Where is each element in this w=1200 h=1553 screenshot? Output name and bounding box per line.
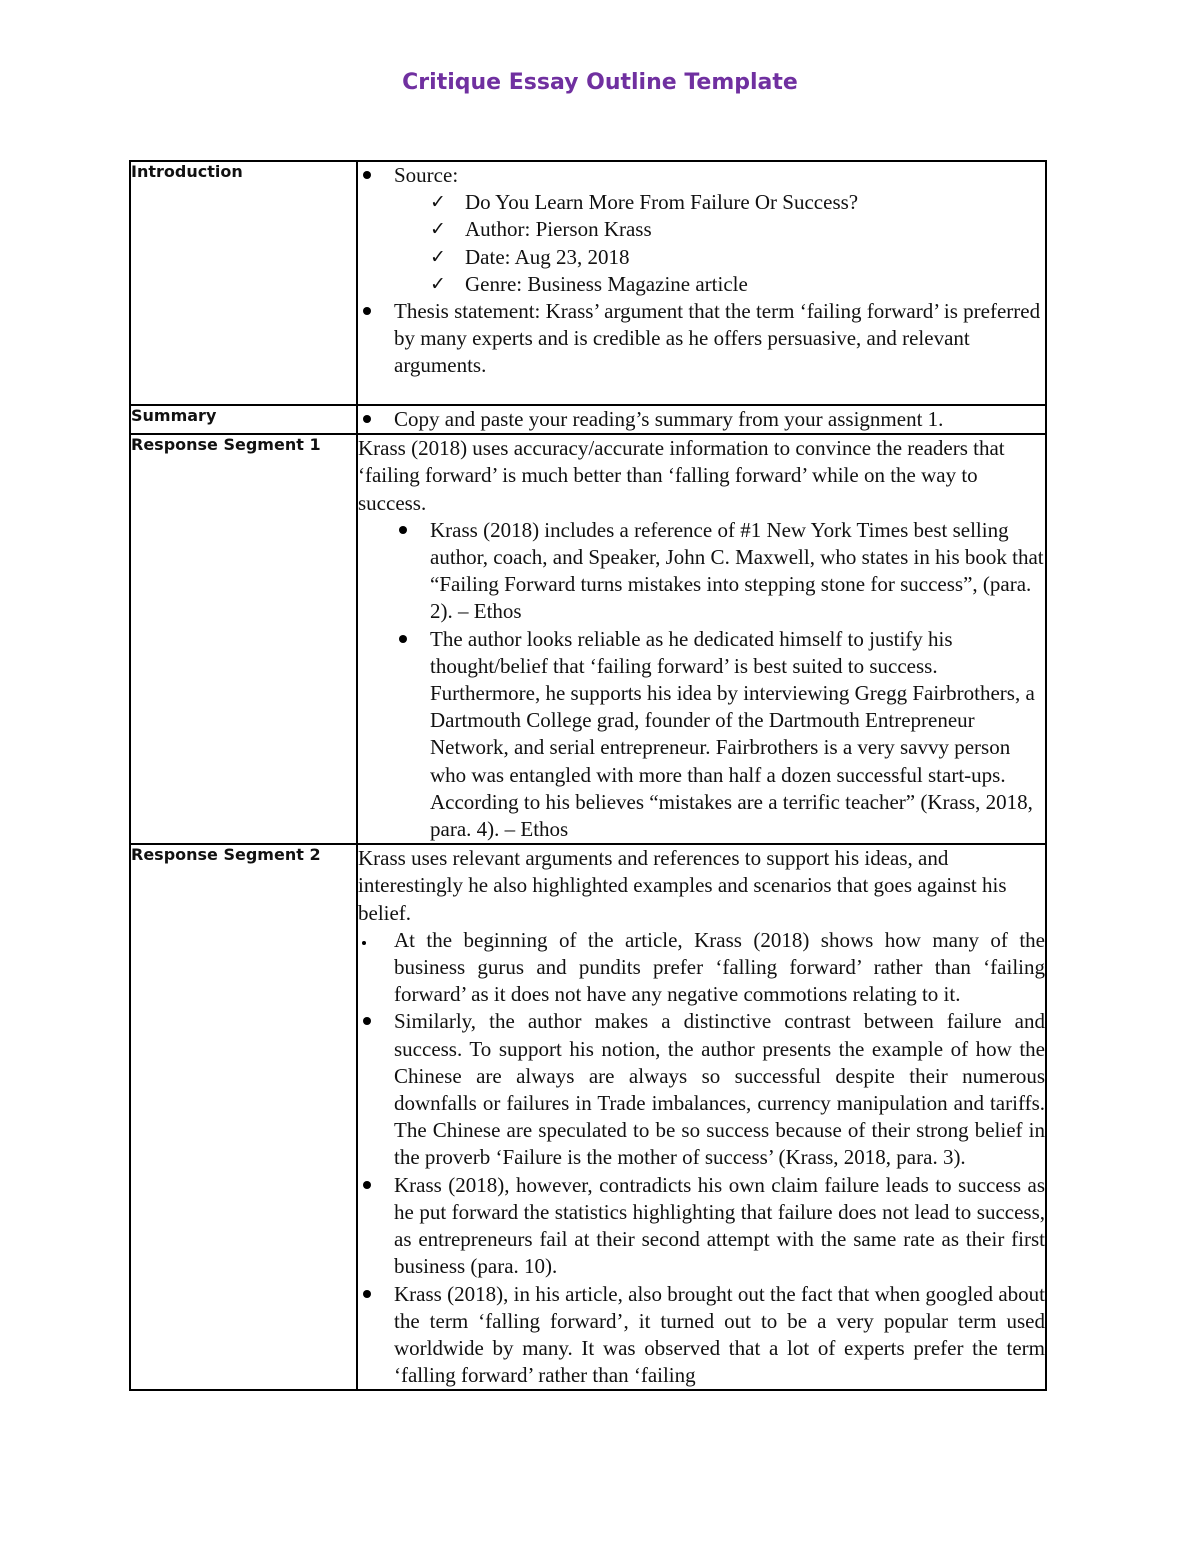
source-bullet xyxy=(358,162,1045,189)
table-row-response-2 xyxy=(130,844,1046,1390)
list-item: ✓ Do You Learn More From Failure Or Success? xyxy=(358,189,1045,216)
page-title: Critique Essay Outline Template xyxy=(402,70,798,95)
checkmark-icon: ✓ xyxy=(430,218,446,241)
row-content-introduction xyxy=(357,161,1046,405)
response-1-intro: Krass (2018) uses accuracy/accurate information to convince the readers that ‘failing forward’ is much better than ‘falling forward’ while on the way to success. xyxy=(358,436,1005,515)
row-content-summary xyxy=(357,405,1046,434)
row-label-response-1: Response Segment 1 xyxy=(130,434,357,844)
list-item: Krass (2018) includes a reference of #1 New York Times best selling author, coach, and Speaker, John C. Maxwell, who states in his book that “Failing Forward turns mistakes into stepping stone for success”, (para. 2). – Ethos xyxy=(394,517,1045,626)
list-item: ✓ Genre: Business Magazine article xyxy=(358,271,1045,298)
table-row-introduction xyxy=(130,161,1046,405)
thesis-statement: Thesis statement: Krass’ argument that the term ‘failing forward’ is preferred by many experts and is credible as he offers persuasive, and relevant arguments. xyxy=(358,298,1045,380)
row-label-introduction: Introduction xyxy=(130,161,357,405)
outline-table xyxy=(129,160,1047,1391)
list-item: ✓ Author: Pierson Krass xyxy=(358,216,1045,243)
list-item: Krass (2018), in his article, also brought out the fact that when googled about the term ‘falling forward’, it turned out to be a very popular term used worldwide by many. It was observed that a lot of experts prefer the term ‘falling forward’ rather than ‘failing xyxy=(358,1281,1045,1390)
table-row-summary xyxy=(130,405,1046,434)
checkmark-icon: ✓ xyxy=(430,245,446,268)
row-content-response-2 xyxy=(357,844,1046,1390)
checkmark-icon: ✓ xyxy=(430,191,446,214)
list-item: At the beginning of the article, Krass (2018) shows how many of the business gurus and pundits prefer ‘falling forward’ rather than ‘failing forward’ as it does not have any negative commotions relating to it. xyxy=(358,927,1045,1009)
row-label-summary: Summary xyxy=(130,405,357,434)
checkmark-icon: ✓ xyxy=(430,272,446,295)
list-item: Similarly, the author makes a distinctive contrast between failure and success. To support his notion, the author presents the example of how the Chinese are always are always so successful despite their numerous downfalls or failures in Trade imbalances, currency manipulation and tariffs. The Chinese are speculated to be so success because of their strong belief in the proverb ‘Failure is the mother of success’ (Krass, 2018, para. 3). xyxy=(358,1008,1045,1171)
response-2-intro: Krass uses relevant arguments and references to support his ideas, and interestingly he also highlighted examples and scenarios that goes against his belief. xyxy=(358,846,1007,925)
list-item: Krass (2018), however, contradicts his own claim failure leads to success as he put forward the statistics highlighting that failure does not lead to success, as entrepreneurs fail at their second attempt with the same rate as their first business (para. 10). xyxy=(358,1172,1045,1281)
row-label-response-2: Response Segment 2 xyxy=(130,844,357,1390)
summary-text: Copy and paste your reading’s summary from your assignment 1. xyxy=(358,406,1045,433)
list-item: ✓ Date: Aug 23, 2018 xyxy=(358,244,1045,271)
source-label: Source: xyxy=(394,163,459,187)
table-row-response-1 xyxy=(130,434,1046,844)
row-content-response-1 xyxy=(357,434,1046,844)
list-item: The author looks reliable as he dedicated himself to justify his thought/belief that ‘failing forward’ is best suited to success. Furthermore, he supports his idea by interviewing Gregg Fairbrothers, a Dartmouth College grad, founder of the Dartmouth Entrepreneur Network, and serial entrepreneur. Fairbrothers is a very savvy person who was entangled with more than half a dozen successful start-ups. According to his believes “mistakes are a terrific teacher” (Krass, 2018, para. 4). – Ethos xyxy=(394,626,1045,844)
